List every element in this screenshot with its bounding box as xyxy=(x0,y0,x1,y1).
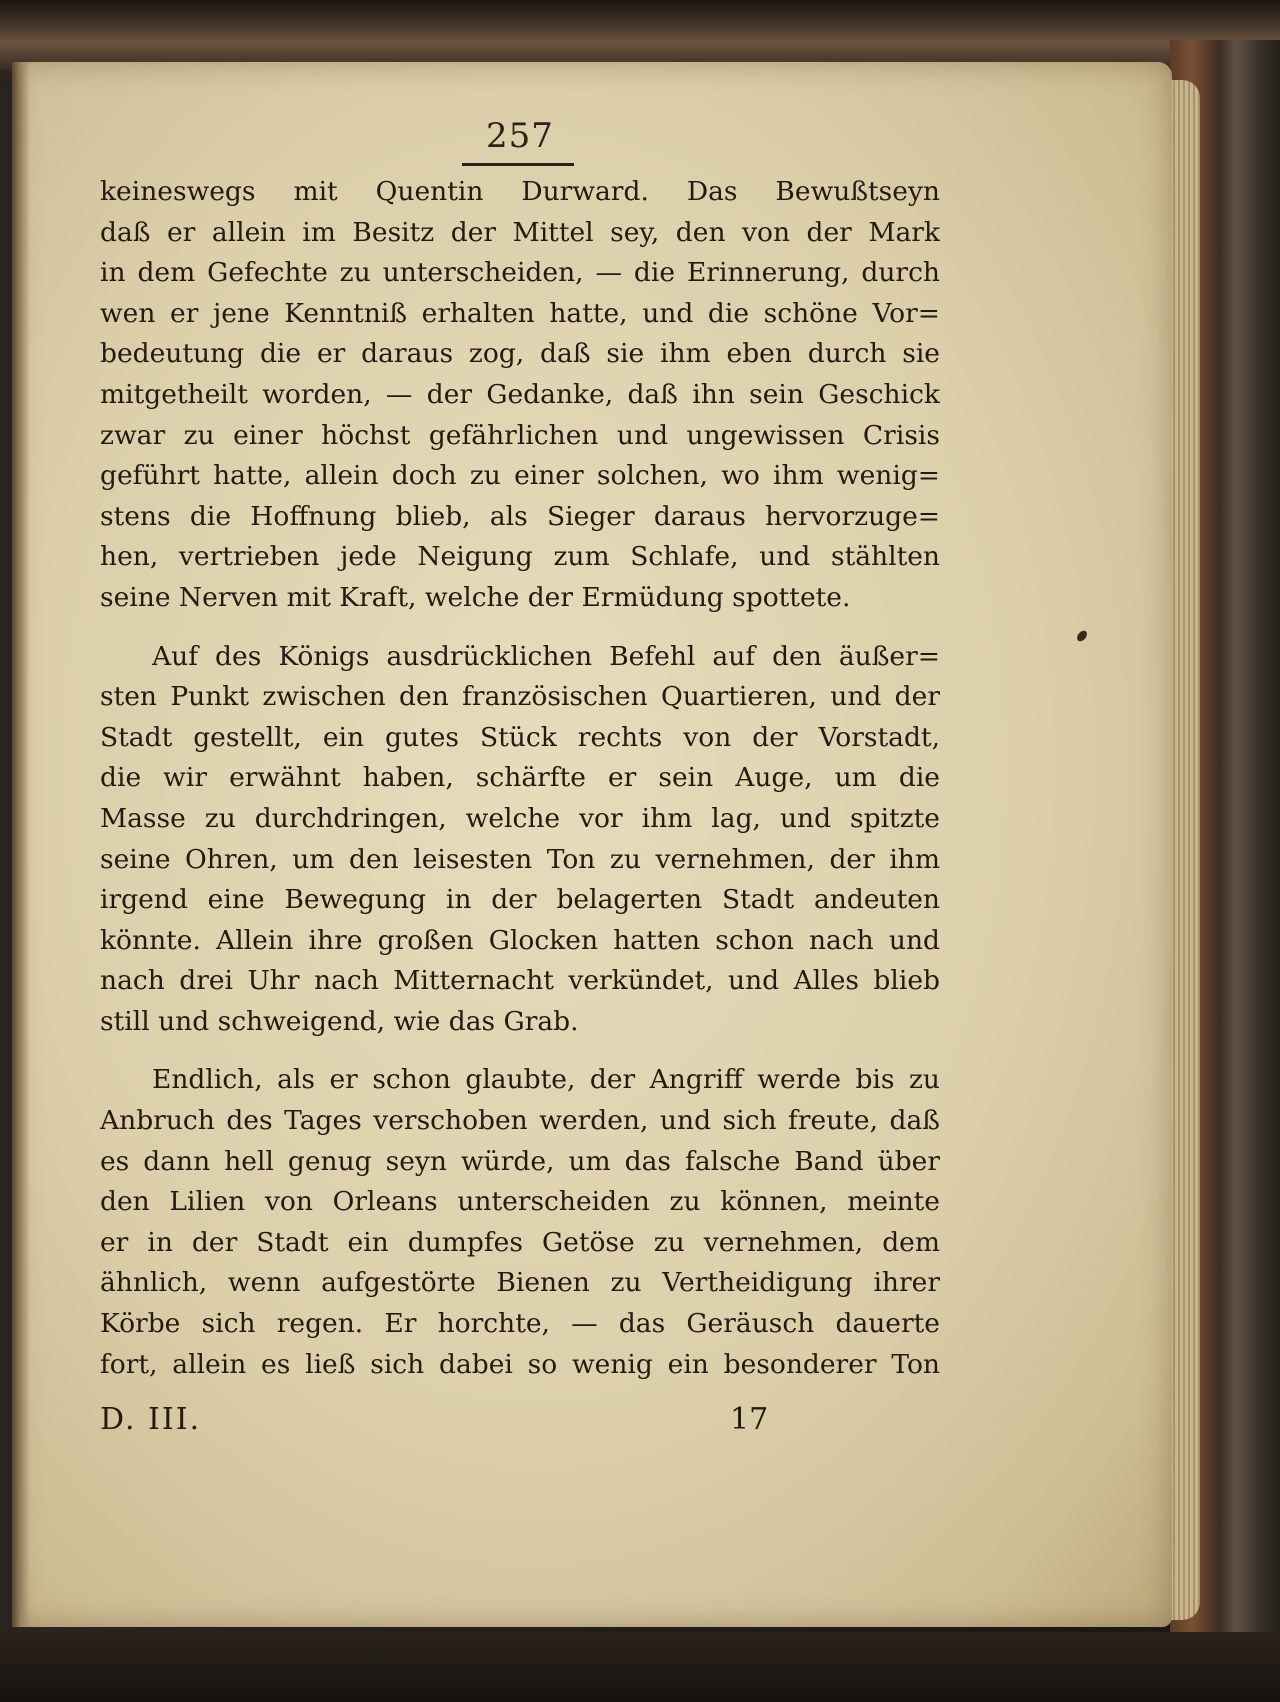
text-line: Endlich, als er schon glaubte, der Angriff werde bis zu xyxy=(152,1064,940,1096)
text-line: bedeutung die er daraus zog, daß sie ihm eben durch sie xyxy=(100,338,940,370)
text-line: zwar zu einer höchst gefährlichen und ungewissen Crisis xyxy=(100,419,940,451)
text-line: Körbe sich regen. Er horchte, — das Geräusch dauerte xyxy=(100,1308,940,1340)
paragraph-2 xyxy=(100,637,940,1043)
page-number: 257 xyxy=(486,116,554,156)
body-text xyxy=(100,172,940,1385)
signature-mark: D. III. xyxy=(100,1402,202,1437)
text-line: seine Nerven mit Kraft, welche der Ermüdung spottete. xyxy=(100,581,851,613)
text-line: mitgetheilt worden, — der Gedanke, daß ihn sein Geschick xyxy=(100,378,940,410)
text-line: still und schweigend, wie das Grab. xyxy=(100,1005,579,1037)
text-line: Auf des Königs ausdrücklichen Befehl auf den äußer= xyxy=(152,640,940,672)
paragraph-1 xyxy=(100,172,940,619)
text-line: geführt hatte, allein doch zu einer solchen, wo ihm wenig= xyxy=(100,460,940,492)
text-line: er in der Stadt ein dumpfes Getöse zu vernehmen, dem xyxy=(100,1226,940,1258)
text-line: Masse zu durchdringen, welche vor ihm lag, und spitzte xyxy=(100,802,940,834)
page-number-rule xyxy=(462,163,574,166)
book-binding-top xyxy=(0,0,1280,70)
text-line: daß er allein im Besitz der Mittel sey, den von der Mark xyxy=(100,216,940,248)
text-line: Anbruch des Tages verschoben werden, und sich freute, daß xyxy=(100,1105,940,1137)
text-line: sten Punkt zwischen den französischen Quartieren, und der xyxy=(100,681,940,713)
text-line: seine Ohren, um den leisesten Ton zu vernehmen, der ihm xyxy=(100,843,940,875)
text-line: Stadt gestellt, ein gutes Stück rechts von der Vorstadt, xyxy=(100,721,940,753)
text-line: irgend eine Bewegung in der belagerten Stadt andeuten xyxy=(100,884,940,916)
paragraph-3 xyxy=(100,1060,940,1385)
text-line: stens die Hoffnung blieb, als Sieger daraus hervorzuge= xyxy=(100,500,940,532)
book-binding-bottom xyxy=(0,1632,1280,1702)
text-line: nach drei Uhr nach Mitternacht verkündet, und Alles blieb xyxy=(100,965,940,997)
text-line: fort, allein es ließ sich dabei so wenig ein besonderer Ton xyxy=(100,1348,940,1380)
text-line: wen er jene Kenntniß erhalten hatte, und die schöne Vor= xyxy=(100,297,940,329)
text-line: könnte. Allein ihre großen Glocken hatten schon nach und xyxy=(100,924,940,956)
text-line: den Lilien von Orleans unterscheiden zu können, meinte xyxy=(100,1186,940,1218)
text-line: keineswegs mit Quentin Durward. Das Bewußtseyn xyxy=(100,176,940,207)
text-line: in dem Gefechte zu unterscheiden, — die Erinnerung, durch xyxy=(100,257,940,289)
text-line: es dann hell genug seyn würde, um das falsche Band über xyxy=(100,1145,940,1177)
text-line: die wir erwähnt haben, schärfte er sein Auge, um die xyxy=(100,762,940,794)
page-gutter xyxy=(12,62,30,1627)
text-line: hen, vertrieben jede Neigung zum Schlafe, und stählten xyxy=(100,541,940,573)
folio-number: 17 xyxy=(730,1402,769,1437)
text-line: ähnlich, wenn aufgestörte Bienen zu Vertheidigung ihrer xyxy=(100,1267,940,1299)
